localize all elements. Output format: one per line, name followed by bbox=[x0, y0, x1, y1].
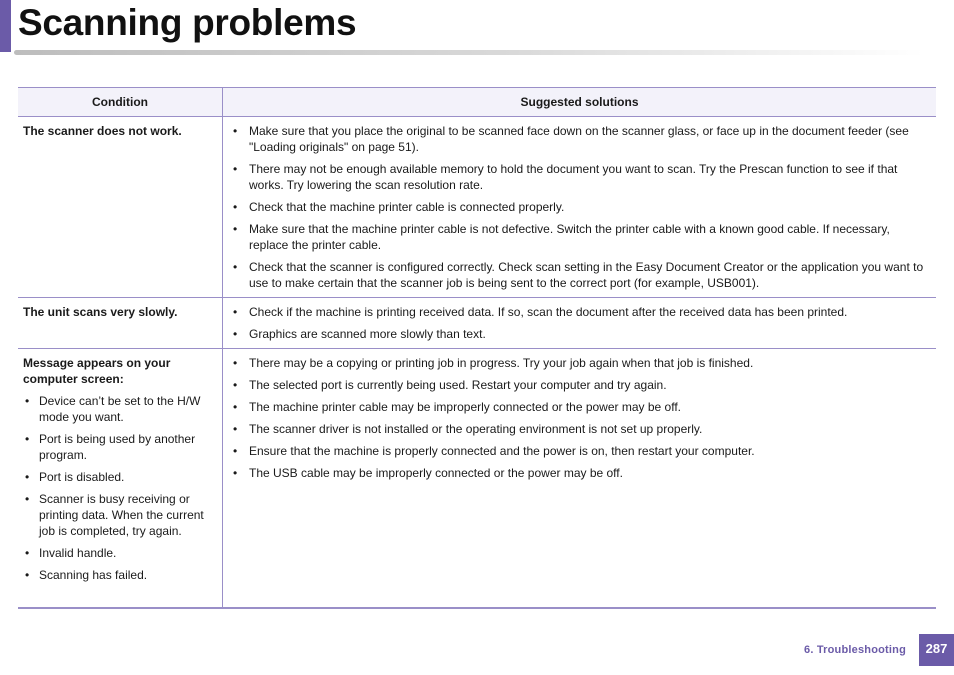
title-underline bbox=[14, 50, 924, 55]
solutions-list bbox=[229, 304, 930, 342]
problems-table bbox=[18, 87, 936, 609]
solution-item: • Check if the machine is printing received data. If so, scan the document after the received data has been printed. bbox=[229, 304, 930, 320]
condition-cell bbox=[18, 349, 223, 608]
solutions-cell bbox=[223, 117, 937, 298]
solution-item: • The scanner driver is not installed or the operating environment is not set up properly. bbox=[229, 421, 930, 437]
solutions-list bbox=[229, 123, 930, 291]
table-row bbox=[18, 349, 936, 608]
message-item: • Scanner is busy receiving or printing data. When the current job is completed, try again. bbox=[23, 491, 216, 539]
solution-item: • Check that the scanner is configured correctly. Check scan setting in the Easy Document Creator or the application you want to use to make certain that the scanner job is being sent to the correct port (for example, USB001). bbox=[229, 259, 930, 291]
condition-text: The scanner does not work. bbox=[23, 124, 182, 138]
table-header-row bbox=[18, 88, 936, 117]
solution-item: • The selected port is currently being used. Restart your computer and try again. bbox=[229, 377, 930, 393]
condition-text: The unit scans very slowly. bbox=[23, 305, 178, 319]
condition-cell bbox=[18, 298, 223, 349]
condition-text: Message appears on your computer screen: bbox=[23, 356, 171, 386]
solution-item: • Make sure that you place the original to be scanned face down on the scanner glass, or face up in the document feeder (see "Loading originals" on page 51). bbox=[229, 123, 930, 155]
title-accent-bar bbox=[0, 0, 11, 52]
table-row bbox=[18, 298, 936, 349]
solutions-list bbox=[229, 355, 930, 481]
condition-cell bbox=[18, 117, 223, 298]
solution-item: • Ensure that the machine is properly connected and the power is on, then restart your computer. bbox=[229, 443, 930, 459]
message-item: • Port is being used by another program. bbox=[23, 431, 216, 463]
solution-item: • The machine printer cable may be improperly connected or the power may be off. bbox=[229, 399, 930, 415]
solution-item: • There may be a copying or printing job in progress. Try your job again when that job is finished. bbox=[229, 355, 930, 371]
solution-item: • The USB cable may be improperly connected or the power may be off. bbox=[229, 465, 930, 481]
table-row bbox=[18, 117, 936, 298]
footer-section-label: 6. Troubleshooting bbox=[804, 644, 906, 656]
condition-messages-list bbox=[23, 393, 216, 583]
header-condition: Condition bbox=[18, 88, 223, 117]
header-solutions: Suggested solutions bbox=[223, 88, 937, 117]
message-item: • Scanning has failed. bbox=[23, 567, 216, 583]
solutions-cell bbox=[223, 298, 937, 349]
solution-item: • There may not be enough available memory to hold the document you want to scan. Try the Prescan function to see if that works. Try lowering the scan resolution rate. bbox=[229, 161, 930, 193]
message-item: • Device can’t be set to the H/W mode you want. bbox=[23, 393, 216, 425]
solution-item: • Make sure that the machine printer cable is not defective. Switch the printer cable with a known good cable. If necessary, replace the printer cable. bbox=[229, 221, 930, 253]
message-item: • Invalid handle. bbox=[23, 545, 216, 561]
solution-item: • Check that the machine printer cable is connected properly. bbox=[229, 199, 930, 215]
page-number-badge: 287 bbox=[919, 634, 954, 666]
solution-item: • Graphics are scanned more slowly than text. bbox=[229, 326, 930, 342]
page-title: Scanning problems bbox=[18, 2, 357, 43]
message-item: • Port is disabled. bbox=[23, 469, 216, 485]
solutions-cell bbox=[223, 349, 937, 608]
